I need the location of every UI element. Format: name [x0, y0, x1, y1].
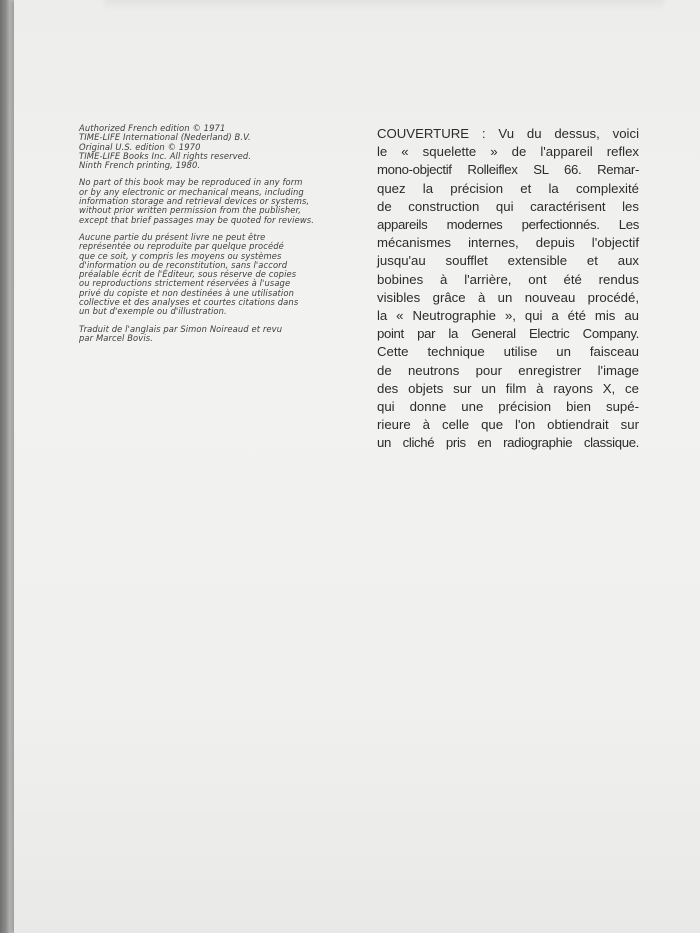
caption-line: quez la précision et la complexité	[377, 180, 639, 196]
caption-line: mécanismes internes, depuis l'objectif	[377, 235, 639, 251]
caption-line: Cette technique utilise un faisceau	[377, 344, 639, 360]
cover-caption	[377, 125, 639, 453]
rights-fr-line: préalable écrit de l'Éditeur, sous réserve de copies	[79, 269, 297, 280]
edition-line: TIME-LIFE Books Inc. All rights reserved.	[79, 150, 252, 161]
caption-line: la « Neutrographie », qui a été mis au	[377, 308, 639, 324]
caption-line: jusqu'au soufflet extensible et aux	[377, 253, 639, 269]
edition-line: TIME-LIFE International (Nederland) B.V.	[79, 132, 251, 143]
rights-en-line: No part of this book may be reproduced in any form	[79, 177, 303, 188]
colophon	[79, 124, 351, 351]
rights-fr-line: d'information ou de reconstitution, sans l'accord	[79, 259, 288, 270]
rights-en-line: information storage and retrieval devices or systems,	[79, 196, 310, 207]
rights-fr-line: collective et des analyses et courtes citations dans	[79, 297, 299, 308]
caption-line: mono-objectif Rolleiflex SL 66. Remar-	[377, 162, 639, 178]
rights-fr-line: que ce soit, y compris les moyens ou systèmes	[79, 250, 282, 261]
caption-line: visibles grâce à un nouveau procédé,	[377, 289, 639, 305]
edition-notice	[79, 124, 351, 170]
caption-line: un cliché pris en radiographie classique.	[377, 435, 639, 451]
caption-line: appareils modernes perfectionnés. Les	[377, 217, 639, 233]
caption-line: de neutrons pour enregistrer l'image	[377, 362, 639, 378]
caption-line: bobines à l'arrière, ont été rendus	[377, 271, 639, 287]
caption-line: des objets sur un film à rayons X, ce	[377, 380, 639, 396]
caption-line: point par la General Electric Company.	[377, 326, 639, 342]
rights-notice-french	[79, 233, 351, 317]
rights-en-line: without prior written permission from the publisher,	[79, 205, 302, 216]
caption-line: de construction qui caractérisent les	[377, 198, 639, 214]
caption-line: qui donne une précision bien supé-	[377, 399, 639, 415]
rights-fr-line: représentée ou reproduite par quelque procédé	[79, 241, 284, 252]
translation-line: Traduit de l'anglais par Simon Noireaud et revu	[79, 323, 283, 334]
rights-fr-line: ou reproductions strictement réservées à l'usage	[79, 278, 291, 289]
translation-line: par Marcel Bovis.	[79, 332, 153, 343]
rights-fr-line: un but d'exemple ou d'illustration.	[79, 306, 227, 317]
edition-line: Authorized French edition © 1971	[79, 123, 226, 133]
rights-fr-line: privé du copiste et non destinées à une utilisation	[79, 287, 294, 298]
caption-line: COUVERTURE : Vu du dessus, voici	[377, 126, 639, 141]
edition-line: Original U.S. edition © 1970	[79, 141, 201, 152]
caption-line: le « squelette » de l'appareil reflex	[377, 144, 639, 160]
edition-line: Ninth French printing, 1980.	[79, 160, 201, 171]
rights-en-line: or by any electronic or mechanical means, including	[79, 186, 304, 197]
show-through-text	[104, 0, 664, 10]
caption-line: rieure à celle que l'on obtiendrait sur	[377, 417, 639, 433]
rights-notice-english	[79, 178, 351, 224]
translation-credit	[79, 325, 351, 344]
rights-fr-line: Aucune partie du présent livre ne peut être	[79, 231, 266, 242]
rights-en-line: except that brief passages may be quoted for reviews.	[79, 214, 315, 225]
